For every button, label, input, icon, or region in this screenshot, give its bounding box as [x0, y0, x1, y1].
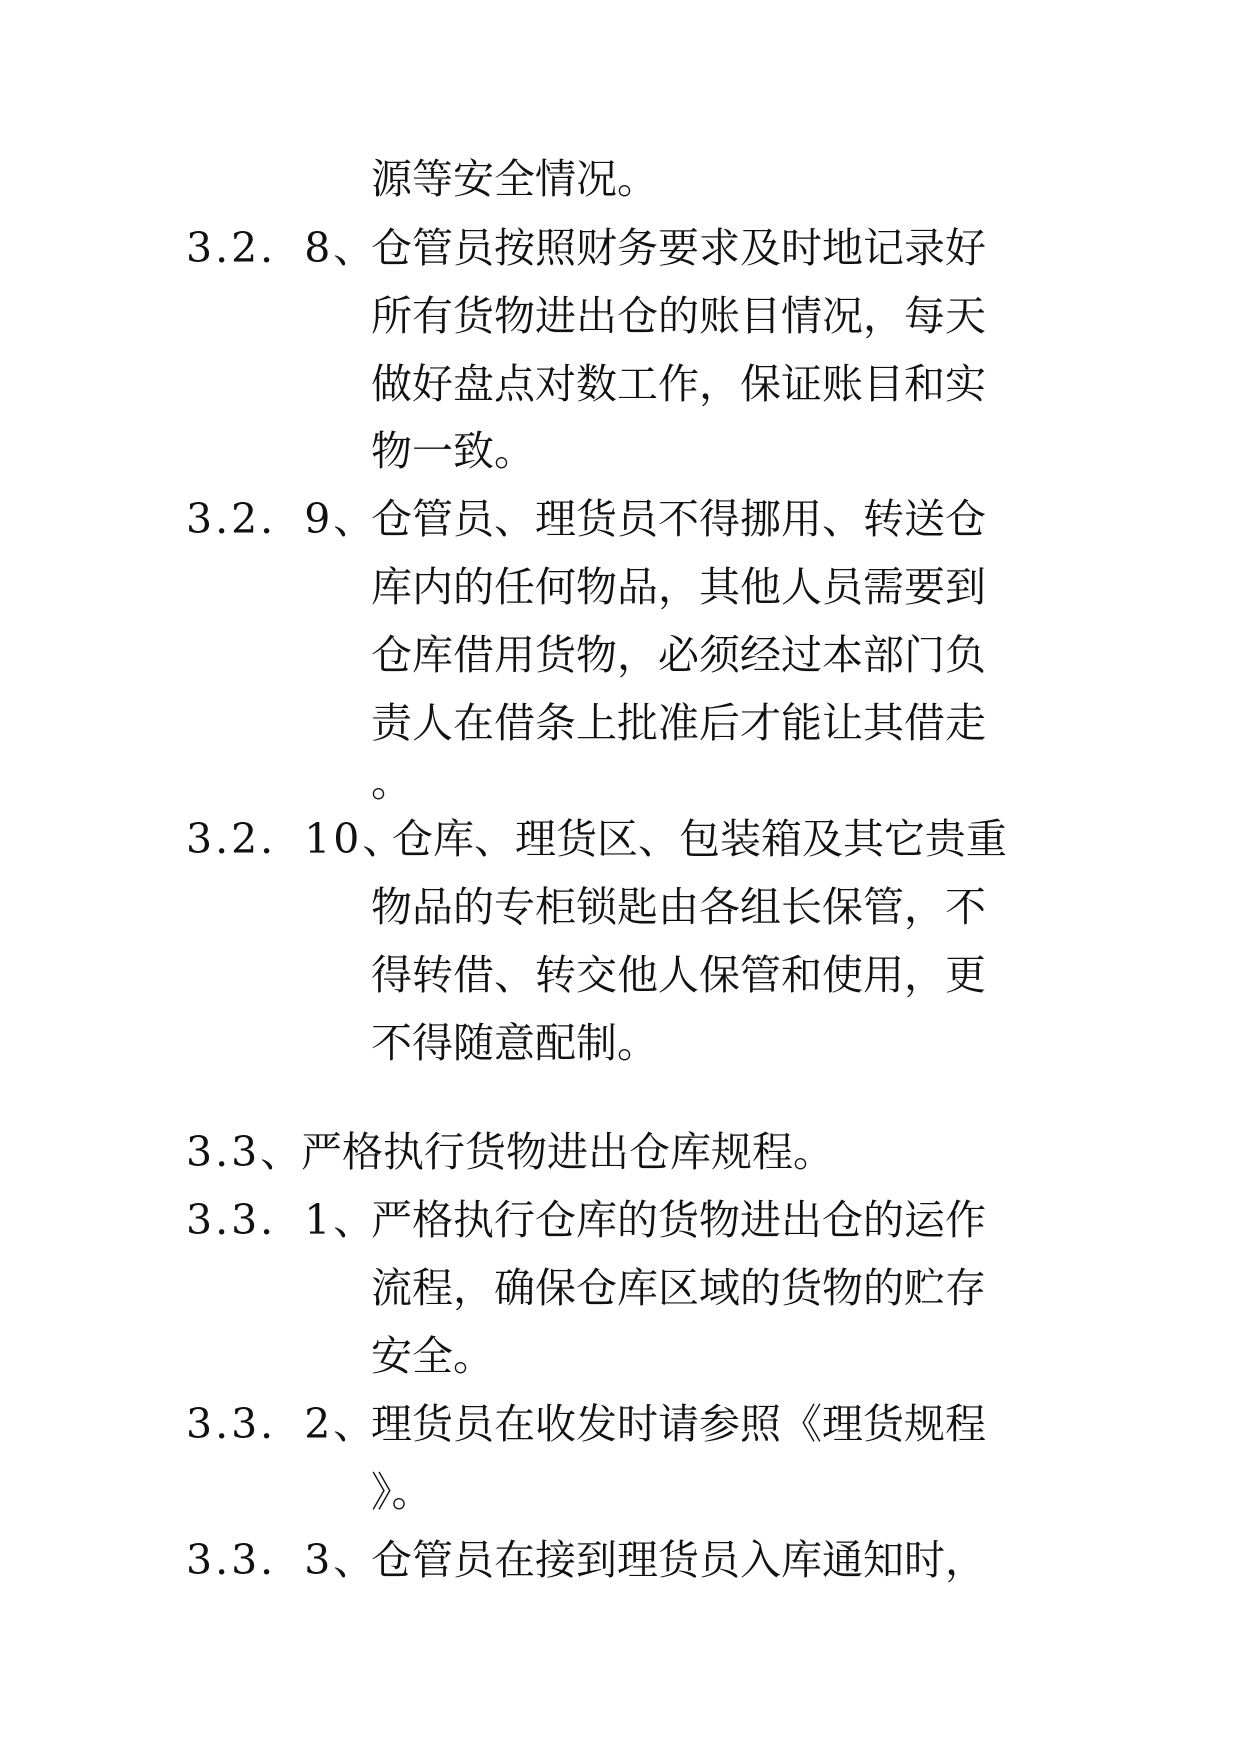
- line-text: 严格执行货物进出仓库规程。: [301, 1128, 834, 1176]
- line-text: 严格执行仓库的货物进出仓的运作: [371, 1196, 986, 1244]
- line-text: 流程，确保仓库区域的货物的贮存: [371, 1264, 986, 1312]
- line-text: 物一致。: [371, 427, 535, 475]
- line-text: 不得随意配制。: [371, 1019, 658, 1067]
- clause-number: 3.2．10、: [186, 815, 407, 863]
- line-text: 仓管员、理货员不得挪用、转送仓: [371, 495, 986, 543]
- clause-number: 3.3．3、: [186, 1536, 378, 1584]
- line-text: 物品的专柜锁匙由各组长保管，不: [371, 883, 986, 931]
- clause-number: 3.2．9、: [186, 495, 378, 543]
- line-text: 做好盘点对数工作，保证账目和实: [371, 360, 986, 408]
- line-text: 库内的任何物品，其他人员需要到: [371, 563, 986, 611]
- clause-number: 3.3．2、: [186, 1400, 378, 1448]
- line-text: 所有货物进出仓的账目情况，每天: [371, 292, 986, 340]
- line-text: 源等安全情况。: [371, 155, 658, 203]
- line-text: 责人在借条上批准后才能让其借走: [371, 699, 986, 747]
- line-text: 仓库借用货物，必须经过本部门负: [371, 631, 986, 679]
- clause-number: 3.2．8、: [186, 224, 378, 272]
- line-text: 安全。: [371, 1332, 494, 1380]
- line-text: 仓管员按照财务要求及时地记录好: [371, 224, 986, 272]
- line-text: 得转借、转交他人保管和使用，更: [371, 951, 986, 999]
- line-text: 仓管员在接到理货员入库通知时，: [371, 1536, 986, 1584]
- line-text: 》。: [371, 1468, 433, 1516]
- section-number: 3.3、: [186, 1128, 305, 1176]
- clause-number: 3.3．1、: [186, 1196, 378, 1244]
- line-text: 。: [371, 758, 412, 806]
- line-text: 理货员在收发时请参照《理货规程: [371, 1400, 986, 1448]
- line-text: 仓库、理货区、包装箱及其它贵重: [392, 815, 1007, 863]
